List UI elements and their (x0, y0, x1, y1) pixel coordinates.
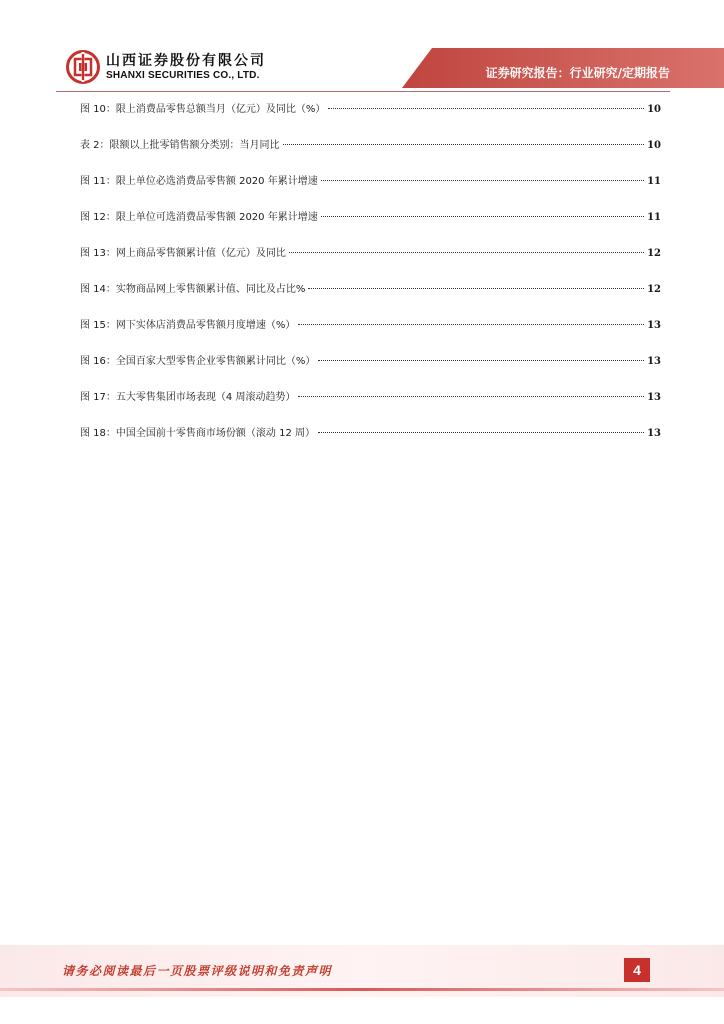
toc-entry[interactable] (80, 103, 661, 139)
toc-entry-label: 图 10：限上消费品零售总额当月（亿元）及同比（%） (80, 104, 326, 115)
table-of-contents-figures (80, 103, 661, 463)
report-type-label: 证券研究报告：行业研究/定期报告 (485, 66, 670, 80)
toc-entry-page: 10 (647, 104, 661, 115)
toc-entry[interactable] (80, 175, 661, 211)
toc-entry-page: 10 (647, 140, 661, 151)
toc-entry-page: 12 (647, 284, 661, 295)
disclaimer-text: 请务必阅读最后一页股票评级说明和免责声明 (62, 964, 333, 978)
toc-leader-dots (283, 144, 645, 145)
toc-leader-dots (321, 180, 644, 181)
footer-divider (0, 988, 724, 991)
header-divider (56, 91, 670, 92)
toc-entry-label: 图 14：实物商品网上零售额累计值、同比及占比% (80, 284, 306, 295)
toc-leader-dots (318, 432, 644, 433)
toc-entry-label: 图 16：全国百家大型零售企业零售额累计同比（%） (80, 356, 316, 367)
toc-entry[interactable] (80, 139, 661, 175)
toc-entry[interactable] (80, 391, 661, 427)
toc-entry[interactable] (80, 211, 661, 247)
company-name-cn: 山西证券股份有限公司 (106, 53, 266, 69)
toc-entry-label: 图 12：限上单位可选消费品零售额 2020 年累计增速 (80, 212, 318, 223)
toc-entry-label: 图 11：限上单位必选消费品零售额 2020 年累计增速 (80, 176, 318, 187)
toc-leader-dots (308, 288, 644, 289)
toc-leader-dots (298, 396, 644, 397)
toc-entry[interactable] (80, 319, 661, 355)
toc-entry-page: 13 (647, 428, 661, 439)
toc-entry-page: 12 (647, 248, 661, 259)
toc-entry-page: 13 (647, 392, 661, 403)
toc-entry-page: 13 (647, 356, 661, 367)
toc-entry[interactable] (80, 427, 661, 463)
toc-leader-dots (328, 108, 644, 109)
toc-entry[interactable] (80, 283, 661, 319)
toc-entry-label: 图 13：网上商品零售额累计值（亿元）及同比 (80, 248, 286, 259)
company-name-en: SHANXI SECURITIES CO., LTD. (106, 70, 260, 81)
toc-entry[interactable] (80, 247, 661, 283)
page-header (0, 0, 724, 90)
page-number: 4 (624, 958, 650, 982)
toc-entry-label: 图 18：中国全国前十零售商市场份额（滚动 12 周） (80, 428, 315, 439)
toc-entry-label: 图 15：网下实体店消费品零售额月度增速（%） (80, 320, 296, 331)
toc-leader-dots (321, 216, 644, 217)
toc-leader-dots (318, 360, 644, 361)
shanxi-securities-logo-icon (66, 50, 100, 84)
toc-entry-label: 表 2：限额以上批零销售额分类别：当月同比 (80, 140, 280, 151)
toc-leader-dots (289, 252, 644, 253)
toc-entry[interactable] (80, 355, 661, 391)
toc-leader-dots (298, 324, 644, 325)
toc-entry-page: 13 (647, 320, 661, 331)
toc-entry-page: 11 (647, 176, 661, 187)
toc-entry-label: 图 17：五大零售集团市场表现（4 周滚动趋势） (80, 392, 296, 403)
toc-entry-page: 11 (647, 212, 661, 223)
